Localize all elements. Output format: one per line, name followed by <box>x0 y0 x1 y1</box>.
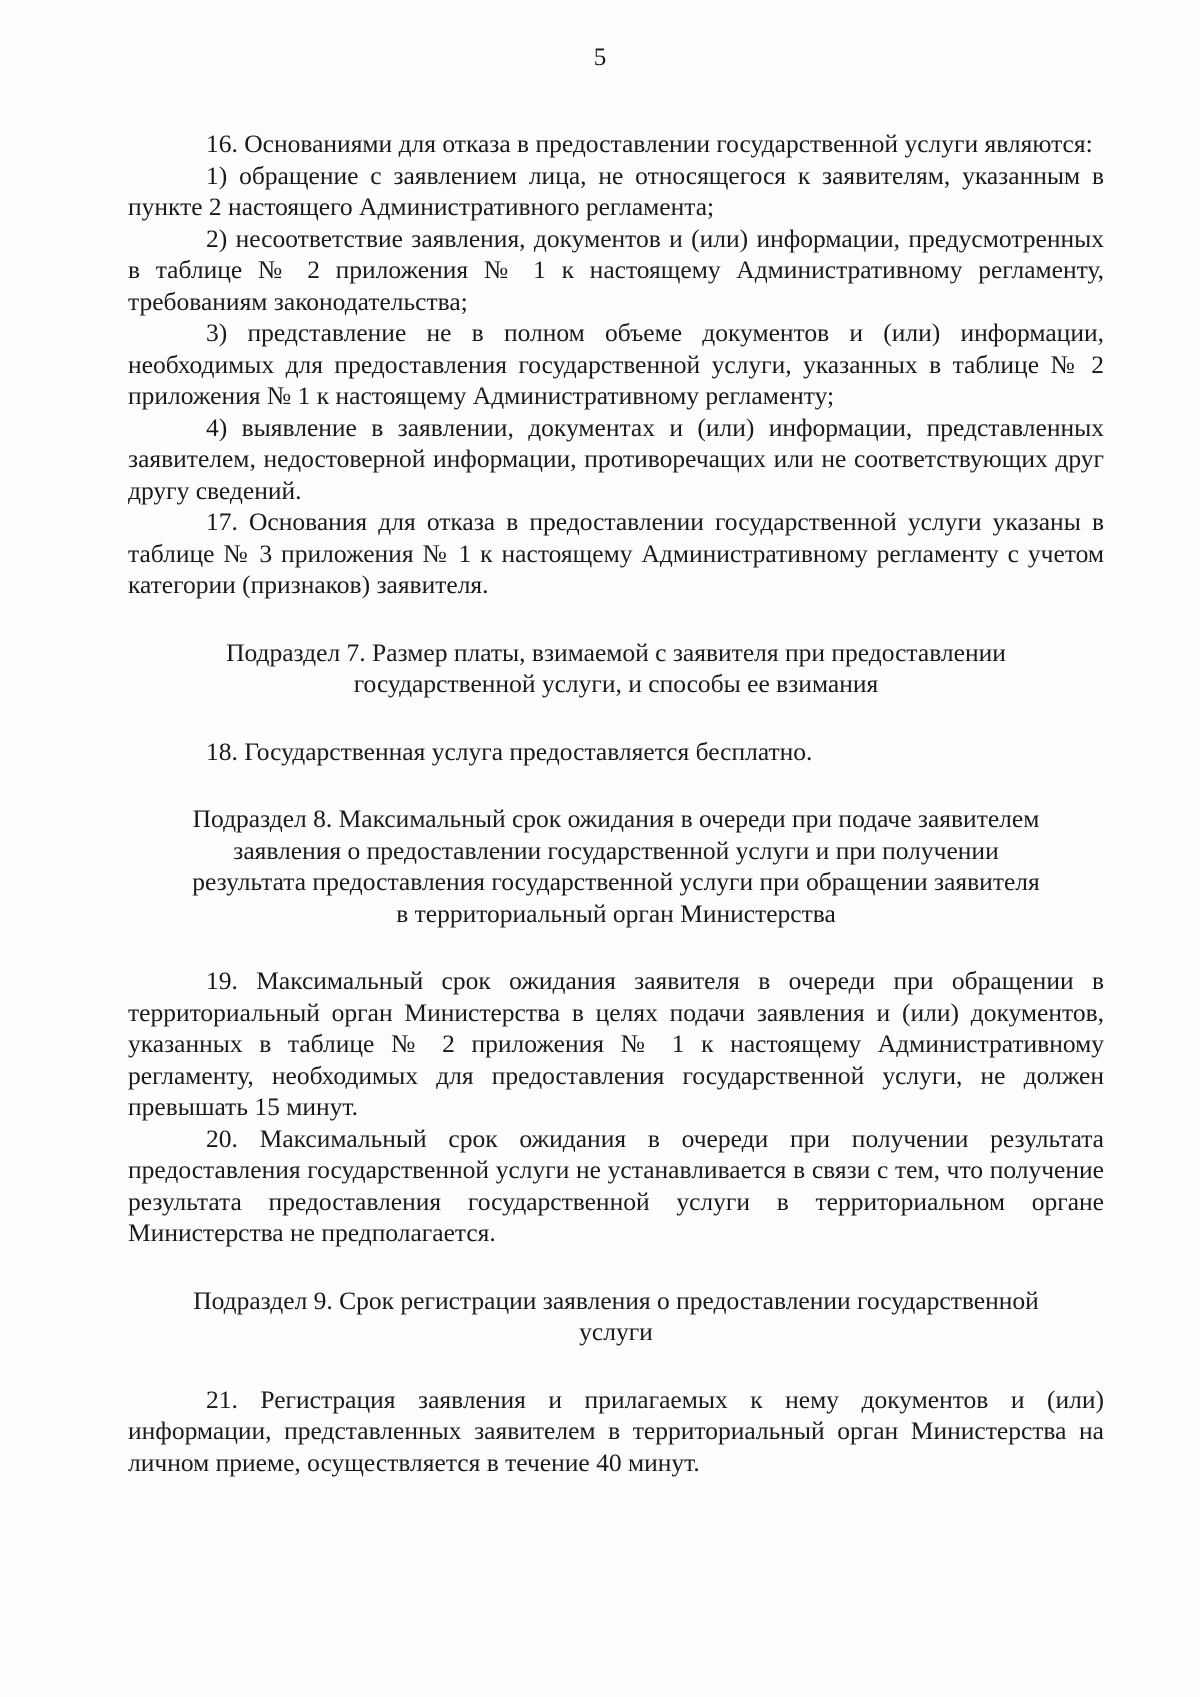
paragraph-19: 19. Максимальный срок ожидания заявителя в очереди при обращении в территориальный орган Министерства в целях подачи заявления и (или) документов, указанных в таблице № 2 приложения № 1 к настоящему Административному регламенту, необходимых для предоставления государственной услуги, не должен превышать 15 минут. <box>128 966 1104 1121</box>
paragraph-16-item-2: 2) несоответствие заявления, документов и (или) информации, предусмотренных в таблице № 2 приложения № 1 к настоящему Административному регламенту, требованиям законодательства; <box>128 223 1104 316</box>
paragraph-16-item-4: 4) выявление в заявлении, документах и (или) информации, представленных заявителем, недостоверной информации, противоречащих или не соответствующих друг другу сведений. <box>128 412 1104 505</box>
page-number: 5 <box>593 44 607 71</box>
subsection-9-heading: Подраздел 9. Срок регистрации заявления о предоставлении государственной услуги <box>193 1285 1039 1346</box>
paragraph-16-item-3: 3) представление не в полном объеме документов и (или) информации, необходимых для предоставления государственной услуги, указанных в таблице № 2 приложения № 1 к настоящему Административному регламенту; <box>128 318 1104 410</box>
subsection-7-heading: Подраздел 7. Размер платы, взимаемой с заявителя при предоставлении государственной услуги, и способы ее взимания <box>226 637 1006 698</box>
paragraph-16-intro: 16. Основаниями для отказа в предоставлении государственной услуги являются: <box>206 129 1093 158</box>
paragraph-21: 21. Регистрация заявления и прилагаемых к нему документов и (или) информации, представленных заявителем в территориальный орган Министерства на личном приеме, осуществляется в течение 40 минут. <box>128 1384 1104 1477</box>
paragraph-16-item-1: 1) обращение с заявлением лица, не относящегося к заявителям, указанным в пункте 2 настоящего Административного регламента; <box>128 160 1104 221</box>
paragraph-18: 18. Государственная услуга предоставляется бесплатно. <box>206 736 813 766</box>
paragraph-20: 20. Максимальный срок ожидания в очереди при получении результата предоставления государственной услуги не устанавливается в связи с тем, что получение результата предоставления государственной услуги в территориальном органе Министерства не предполагается. <box>128 1123 1104 1247</box>
document-body <box>128 128 1104 1478</box>
paragraph-17: 17. Основания для отказа в предоставлении государственной услуги указаны в таблице № 3 приложения № 1 к настоящему Административному регламенту с учетом категории (признаков) заявителя. <box>128 507 1104 599</box>
subsection-8-heading: Подраздел 8. Максимальный срок ожидания в очереди при подаче заявителем заявления о предоставлении государственной услуги и при получении результата предоставления государственной услуги при обращении заявителя в территориальный орган Министерства <box>192 804 1040 928</box>
